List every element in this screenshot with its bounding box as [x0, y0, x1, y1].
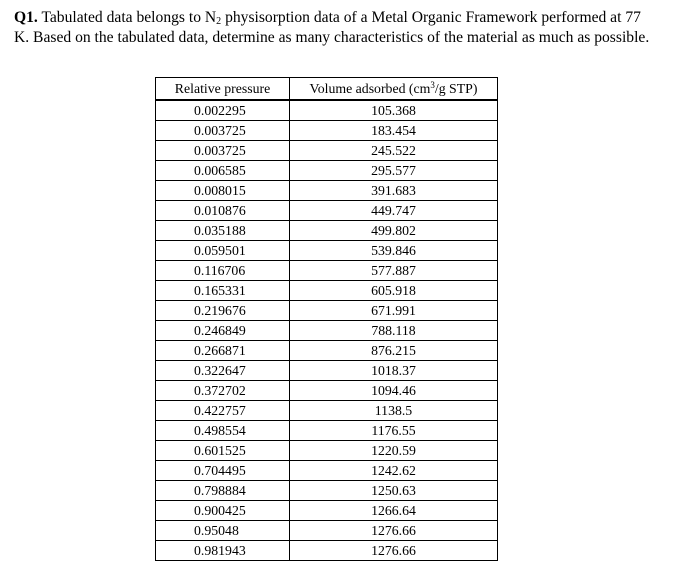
question-text-part1: Tabulated data belongs to N	[37, 9, 217, 26]
cell-volume-adsorbed: 539.846	[290, 241, 498, 261]
cell-volume-adsorbed: 876.215	[290, 341, 498, 361]
cell-relative-pressure: 0.059501	[156, 241, 290, 261]
cell-relative-pressure: 0.95048	[156, 521, 290, 541]
table-row	[156, 341, 498, 361]
cell-relative-pressure: 0.008015	[156, 181, 290, 201]
cell-relative-pressure: 0.900425	[156, 501, 290, 521]
table-row	[156, 361, 498, 381]
header-volume-prefix: Volume adsorbed (cm	[309, 81, 431, 96]
cell-volume-adsorbed: 577.887	[290, 261, 498, 281]
header-volume-superscript: 3	[430, 80, 435, 90]
cell-volume-adsorbed: 1220.59	[290, 441, 498, 461]
cell-relative-pressure: 0.798884	[156, 481, 290, 501]
cell-relative-pressure: 0.035188	[156, 221, 290, 241]
table-header-row	[156, 78, 498, 101]
table-row	[156, 501, 498, 521]
cell-relative-pressure: 0.116706	[156, 261, 290, 281]
table-row	[156, 201, 498, 221]
cell-volume-adsorbed: 788.118	[290, 321, 498, 341]
table-row	[156, 121, 498, 141]
table-row	[156, 421, 498, 441]
cell-volume-adsorbed: 183.454	[290, 121, 498, 141]
cell-relative-pressure: 0.422757	[156, 401, 290, 421]
cell-volume-adsorbed: 1242.62	[290, 461, 498, 481]
table-row	[156, 221, 498, 241]
cell-volume-adsorbed: 605.918	[290, 281, 498, 301]
cell-volume-adsorbed: 295.577	[290, 161, 498, 181]
table-row	[156, 461, 498, 481]
cell-relative-pressure: 0.981943	[156, 541, 290, 561]
table-row	[156, 181, 498, 201]
cell-relative-pressure: 0.002295	[156, 100, 290, 121]
cell-volume-adsorbed: 1250.63	[290, 481, 498, 501]
cell-relative-pressure: 0.219676	[156, 301, 290, 321]
table-row	[156, 541, 498, 561]
cell-volume-adsorbed: 1094.46	[290, 381, 498, 401]
question-subscript: 2	[216, 16, 222, 27]
table-row	[156, 321, 498, 341]
cell-relative-pressure: 0.003725	[156, 121, 290, 141]
table-row	[156, 401, 498, 421]
table-row	[156, 441, 498, 461]
cell-relative-pressure: 0.601525	[156, 441, 290, 461]
table-body	[156, 100, 498, 561]
cell-volume-adsorbed: 391.683	[290, 181, 498, 201]
cell-volume-adsorbed: 449.747	[290, 201, 498, 221]
table-row	[156, 100, 498, 121]
cell-relative-pressure: 0.372702	[156, 381, 290, 401]
table-row	[156, 281, 498, 301]
cell-volume-adsorbed: 1266.64	[290, 501, 498, 521]
cell-volume-adsorbed: 1276.66	[290, 521, 498, 541]
table-row	[156, 521, 498, 541]
table-row	[156, 261, 498, 281]
table-row	[156, 481, 498, 501]
table-row	[156, 141, 498, 161]
table-row	[156, 301, 498, 321]
cell-relative-pressure: 0.498554	[156, 421, 290, 441]
physisorption-data-table	[155, 77, 498, 561]
question-number: Q1.	[14, 9, 38, 26]
question-text-part2: physisorption data of a Metal Organic Framework performed at 77 K. Based on the tabulated data, determine as many characteristics of the material as much as possible.	[14, 9, 650, 46]
cell-relative-pressure: 0.266871	[156, 341, 290, 361]
cell-volume-adsorbed: 499.802	[290, 221, 498, 241]
cell-relative-pressure: 0.003725	[156, 141, 290, 161]
cell-relative-pressure: 0.006585	[156, 161, 290, 181]
cell-volume-adsorbed: 245.522	[290, 141, 498, 161]
cell-relative-pressure: 0.010876	[156, 201, 290, 221]
cell-volume-adsorbed: 671.991	[290, 301, 498, 321]
question-text	[14, 8, 659, 48]
header-relative-pressure: Relative pressure	[156, 78, 290, 101]
cell-volume-adsorbed: 1276.66	[290, 541, 498, 561]
cell-relative-pressure: 0.322647	[156, 361, 290, 381]
cell-relative-pressure: 0.246849	[156, 321, 290, 341]
cell-relative-pressure: 0.165331	[156, 281, 290, 301]
cell-volume-adsorbed: 1138.5	[290, 401, 498, 421]
header-volume-suffix: /g STP)	[434, 81, 478, 96]
header-volume-adsorbed	[290, 78, 498, 101]
cell-volume-adsorbed: 1018.37	[290, 361, 498, 381]
cell-volume-adsorbed: 105.368	[290, 100, 498, 121]
table-row	[156, 381, 498, 401]
table-row	[156, 161, 498, 181]
cell-volume-adsorbed: 1176.55	[290, 421, 498, 441]
table-row	[156, 241, 498, 261]
cell-relative-pressure: 0.704495	[156, 461, 290, 481]
